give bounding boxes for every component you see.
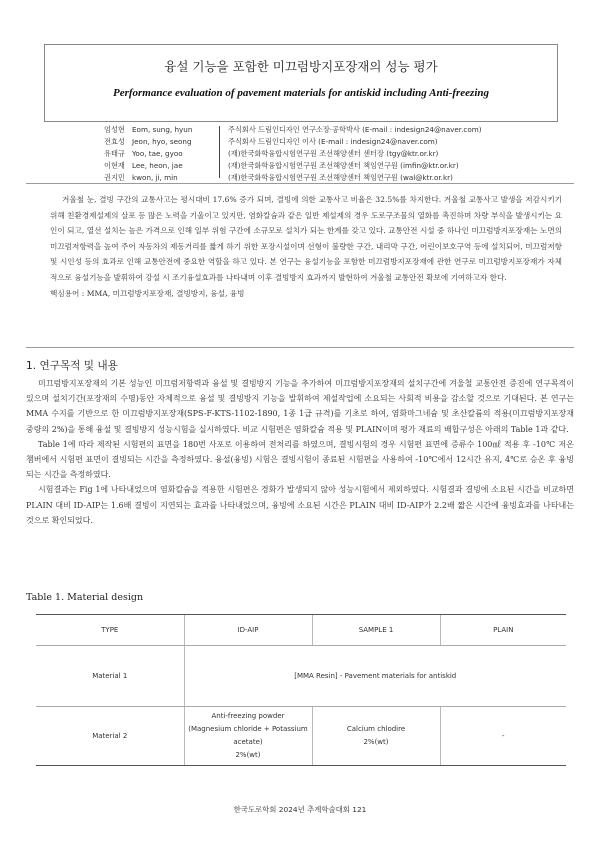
table-cell — [312, 707, 440, 766]
section-body — [26, 376, 574, 528]
author-list — [104, 124, 482, 184]
keywords — [50, 286, 562, 302]
keywords-value: MMA, 미끄럼방지포장재, 결빙방지, 융설, 융빙 — [86, 288, 245, 298]
author-affiliation: (재)한국화학융합시험연구원 조선해양센터 책임연구원 (imfin@ktr.or.kr) — [228, 161, 459, 170]
body-paragraph: Table 1에 따라 제작된 시험편의 표면을 180번 사포로 이용하여 전처리를 하였으며, 결빙시험의 경우 시험편 표면에 증류수 100㎖ 적용 후 -10℃ 저온 챔버에서 시험편 표면이 결빙되는 시간을 측정하였다. 융설(융빙) 시험은 결빙시험이 종료된 시험편을 사용하여 -10℃에서 12시간 유지, 4℃로 승온 후 융빙되는 시간을 측정하였다. — [26, 439, 574, 480]
abstract-top-rule — [26, 183, 574, 184]
cell-line: 2%(wt) — [235, 751, 261, 759]
author-row — [104, 124, 482, 136]
cell-line: (Magnesium chloride + Potassium — [188, 725, 308, 733]
table-cell: Material 1 — [36, 646, 184, 707]
table-header-cell: PLAIN — [440, 615, 566, 646]
author-name-korean: 유태규 — [104, 149, 125, 158]
table-row — [36, 707, 566, 766]
table-header-row — [36, 615, 566, 646]
body-paragraph: 미끄럼방지포장재의 기본 성능인 미끄럼저항력과 융설 및 결빙방지 기능을 추가하여 미끄럼방지포장재의 설치구간에 겨울철 교통안전 증진에 연구목적이 있으며 설치기간(포장재의 수명)동안 자체적으로 융설 및 결빙방지 기능을 발휘하여 제설작업에 소요되는 사회적 비용을 감소할 것으로 기대된다. 본 연구는 MMA 수지를 기반으로 한 미끄럼방지포장재(SPS-F-KTS-1102-1890, 1종 1급 규격)를 기초로 하여, 염화마그네슘 및 초산칼륨의 적용(미끄럼방지포장재 중량의 2%)을 통해 융설 및 결빙방지 성능시험을 실시하였다. 비교 시험편은 염화칼슘 적용 및 PLAIN이며 평가 재료의 배합구성은 아래의 Table 1과 같다. — [26, 379, 574, 434]
author-name-english: Jeon, hyo, seong — [132, 137, 192, 146]
table-cell: [MMA Resin] - Pavement materials for antiskid — [184, 646, 566, 707]
table-header-cell: SAMPLE 1 — [312, 615, 440, 646]
cell-line: Anti-freezing powder — [211, 712, 285, 720]
body-paragraph: 시험결과는 Fig 1에 나타내었으며 염화칼슘을 적용한 시험편은 경화가 발생되지 않아 성능시험에서 제외하였다. 시험결과 결빙에 소요된 시간을 비교하면 PLAIN 대비 ID-AIP는 1.6배 결빙이 지연되는 효과를 나타내었으며, 융빙에 소요된 시간은 PLAIN 대비 ID-AIP가 2.2배 짧은 시간에 융빙효과를 나타내는 것으로 확인되었다. — [26, 485, 574, 525]
table-header-cell: ID-AIP — [184, 615, 312, 646]
author-affiliation: 주식회사 드림인디자인 연구소장·공학박사 (E-mail : indesign24@naver.com) — [228, 125, 482, 134]
author-row — [104, 148, 482, 160]
material-design-table — [36, 614, 566, 766]
author-name-korean: 엄성현 — [104, 125, 125, 134]
abstract-text: 겨울철 눈, 결빙 구간의 교통사고는 평시대비 17.6% 증가 되며, 결빙에 의한 교통사고 비율은 32.5%를 차지한다. 겨울철 교통사고 발생을 저감시키기 위해 친환경제설제의 살포 등 많은 노력을 기울이고 있지만, 염화칼슘과 같은 일반 제설제의 경우 도로구조물의 열화를 촉진하며 차량 부식을 발생시키는 요인이 되고, 열선 설치는 높은 가격으로 인해 일부 위험 구간에 소규모로 설치가 되는 한계를 갖고 있다. 교통안전 시설 중 하나인 미끄럼방지포장재는 노면의 미끄럼저항력을 높여 주어 자동차의 제동거리를 짧게 하기 위한 포장시설이며 선형이 불량한 구간, 내리막 구간, 어린이보호구역 등에 설치되어, 미끄럼저항 및 시인성 등의 효과로 인해 교통안전에 중요한 역할을 하고 있다. 본 연구는 융설기능을 포함한 미끄럼방지포장재에 관한 연구로 미끄럼방지포장재가 자체적으로 융설기능을 발휘하여 강설 시 조기융설효과를 나타내며 이후 결빙방지 효과까지 발현하여 겨울철 교통안전 확보에 기여하고자 한다. — [50, 195, 562, 282]
paper-title-english: Performance evaluation of pavement materials for antiskid including Anti-freezing — [112, 87, 490, 99]
abstract — [50, 192, 562, 301]
keywords-label: 핵심용어 : — [50, 288, 85, 298]
cell-line: Calcium chlodire — [346, 725, 406, 733]
section-heading: 1. 연구목적 및 내용 — [26, 360, 118, 372]
author-row — [104, 160, 482, 172]
author-row — [104, 136, 482, 148]
table-row — [36, 646, 566, 707]
author-name-english: Lee, heon, jae — [132, 161, 183, 170]
author-name-english: Eom, sung, hyun — [132, 125, 193, 134]
author-affiliation: 주식회사 드림인디자인 이사 (E-mail : indesign24@naver.com) — [228, 137, 438, 146]
author-affiliation: (재)한국화학융합시험연구원 조선해양센터 책임연구원 (wal@ktr.or.kr) — [228, 173, 453, 182]
paper-title-korean: 융설 기능을 포함한 미끄럼방지포장재의 성능 평가 — [164, 59, 438, 74]
page-footer: 한국도로학회 2024년 추계학술대회 121 — [233, 805, 367, 814]
author-name-english: kwon, ji, min — [132, 173, 178, 182]
table-caption: Table 1. Material design — [26, 592, 144, 603]
table-cell: - — [440, 707, 566, 766]
author-affiliation: (재)한국화학융합시험연구원 조선해양센터 센터장 (tgy@ktr.or.kr) — [228, 149, 439, 158]
author-name-korean: 이현재 — [104, 161, 125, 170]
table-header-cell: TYPE — [36, 615, 184, 646]
table-cell: Material 2 — [36, 707, 184, 766]
cell-line: 2%(wt) — [363, 738, 389, 746]
cell-line: acetate) — [233, 738, 263, 746]
title-box — [44, 44, 558, 122]
abstract-bottom-rule — [26, 347, 574, 348]
author-name-korean: 전효성 — [104, 137, 125, 146]
author-divider — [219, 126, 220, 178]
table-cell — [184, 707, 312, 766]
author-name-english: Yoo, tae, gyoo — [132, 149, 183, 158]
author-name-korean: 권지민 — [104, 173, 125, 182]
